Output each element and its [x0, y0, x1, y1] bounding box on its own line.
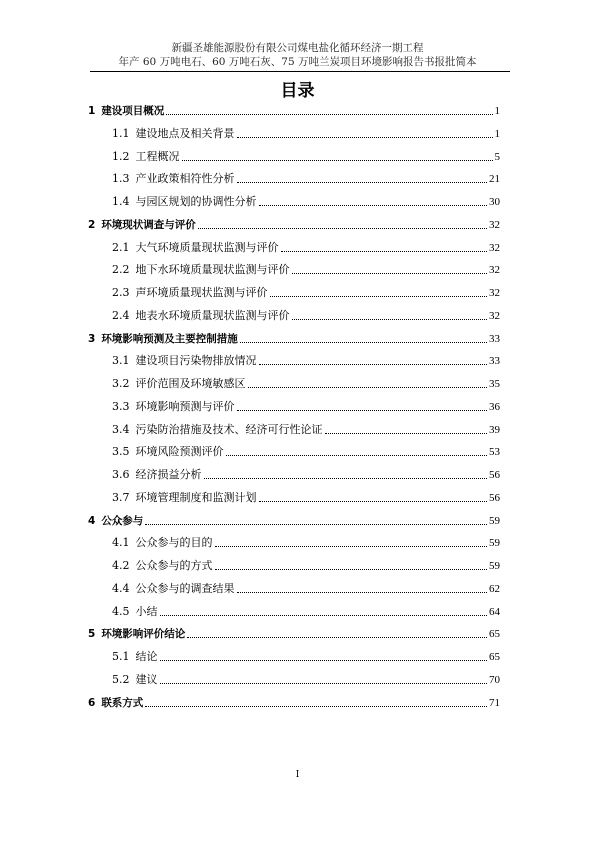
toc-entry-page: 1	[494, 105, 500, 117]
toc-entry-number: 1	[88, 105, 96, 117]
toc-entry-label: 环境影响评价结论	[101, 628, 186, 641]
toc-entry[interactable]	[112, 193, 500, 209]
toc-entry-label: 建设项目概况	[101, 105, 165, 117]
toc-entry-label: 公众参与的调查结果	[135, 581, 235, 595]
toc-dot-leader	[215, 568, 488, 570]
toc-entry-number: 3.7	[112, 490, 130, 504]
toc-entry-number: 3	[88, 332, 96, 345]
toc-entry-label: 与园区规划的协调性分析	[135, 195, 257, 208]
toc-entry-label: 结论	[135, 650, 158, 663]
toc-entry-number: 4.4	[112, 581, 130, 595]
toc-dot-leader	[237, 591, 488, 593]
toc-entry-number: 2.3	[112, 286, 130, 299]
toc-entry[interactable]	[112, 307, 500, 323]
toc-entry-label: 公众参与的目的	[135, 536, 213, 550]
toc-entry-number: 4.1	[112, 536, 130, 550]
toc-dot-leader	[259, 500, 488, 502]
toc-dot-leader	[281, 250, 488, 252]
header-line-2: 年产 60 万吨电石、60 万吨石灰、75 万吨兰炭项目环境影响报告书报批简本	[118, 56, 477, 68]
toc-dot-leader	[237, 181, 488, 183]
toc-entry[interactable]	[88, 625, 500, 641]
toc-entry[interactable]	[112, 466, 500, 482]
toc-entry-label: 大气环境质量现状监测与评价	[135, 240, 279, 254]
toc-dot-leader	[145, 523, 487, 525]
toc-entry-label: 声环境质量现状监测与评价	[135, 286, 268, 299]
toc-entry-label: 联系方式	[101, 696, 144, 709]
toc-entry-label: 环境影响预测及主要控制措施	[101, 332, 238, 345]
toc-entry-page: 71	[489, 696, 500, 709]
toc-dot-leader	[248, 386, 488, 388]
toc-entry-number: 2.4	[112, 308, 130, 322]
toc-entry-label: 环境风险预测评价	[135, 445, 224, 459]
toc-entry-page: 5	[494, 150, 500, 163]
toc-dot-leader	[237, 409, 488, 411]
toc-entry[interactable]	[112, 375, 500, 391]
toc-entry[interactable]	[112, 489, 500, 505]
toc-entry-page: 32	[489, 241, 500, 254]
toc-entry-page: 53	[489, 446, 500, 459]
toc-entry-page: 59	[489, 537, 500, 550]
toc-entry-page: 32	[489, 309, 500, 322]
toc-dot-leader	[325, 432, 488, 434]
toc-entry-page: 65	[489, 651, 500, 663]
toc-entry[interactable]	[88, 512, 500, 528]
toc-entry-number: 3.3	[112, 399, 130, 413]
toc-dot-leader	[166, 113, 492, 115]
toc-entry-number: 1.2	[112, 149, 130, 163]
toc-entry-page: 30	[489, 196, 500, 208]
toc-dot-leader	[270, 295, 488, 297]
toc-entry-number: 1.4	[112, 195, 130, 208]
toc-entry-label: 公众参与的方式	[135, 559, 213, 572]
toc-dot-leader	[160, 659, 488, 661]
toc-entry[interactable]	[112, 534, 500, 550]
toc-entry-page: 59	[489, 560, 500, 572]
toc-entry-number: 2.2	[112, 263, 130, 277]
toc-entry-label: 建设地点及相关背景	[135, 126, 235, 140]
toc-entry-label: 工程概况	[135, 149, 180, 163]
toc-entry-page: 32	[489, 287, 500, 299]
toc-entry-number: 5	[88, 628, 96, 641]
toc-dot-leader	[259, 363, 488, 365]
toc-entry-number: 2.1	[112, 240, 130, 254]
toc-entry[interactable]	[112, 125, 500, 141]
toc-entry[interactable]	[112, 148, 500, 164]
toc-entry-label: 污染防治措施及技术、经济可行性论证	[135, 422, 323, 436]
toc-dot-leader	[215, 545, 488, 547]
toc-entry[interactable]	[88, 102, 500, 118]
toc-dot-leader	[182, 159, 493, 161]
toc-entry-page: 56	[489, 469, 500, 481]
toc-dot-leader	[237, 136, 493, 138]
toc-entry[interactable]	[112, 443, 500, 459]
toc-entry[interactable]	[112, 398, 500, 414]
toc-entry-page: 33	[489, 332, 500, 345]
toc-entry-page: 35	[489, 378, 500, 390]
toc-entry[interactable]	[112, 421, 500, 437]
toc-entry[interactable]	[112, 284, 500, 300]
toc-entry-label: 经济损益分析	[135, 468, 202, 481]
toc-entry[interactable]	[88, 694, 500, 710]
toc-entry-label: 公众参与	[101, 514, 144, 527]
toc-title: 目录	[280, 81, 315, 101]
toc-entry-label: 地下水环境质量现状监测与评价	[135, 263, 290, 277]
toc-entry-number: 2	[88, 218, 96, 231]
toc-dot-leader	[160, 614, 488, 616]
toc-entry[interactable]	[88, 330, 500, 346]
toc-entry-number: 4.5	[112, 604, 130, 618]
toc-entry[interactable]	[112, 603, 500, 619]
toc-entry-page: 33	[489, 355, 500, 368]
toc-dot-leader	[259, 204, 488, 206]
toc-dot-leader	[204, 477, 488, 479]
toc-entry[interactable]	[88, 216, 500, 232]
toc-entry-page: 64	[489, 605, 500, 618]
toc-entry[interactable]	[112, 352, 500, 368]
toc-dot-leader	[187, 636, 487, 638]
toc-entry-number: 5.1	[112, 650, 130, 663]
toc-entry-label: 建议	[135, 672, 158, 686]
toc-dot-leader	[226, 454, 488, 456]
toc-entry-number: 6	[88, 696, 96, 709]
toc-entry-page: 59	[489, 514, 500, 527]
toc-entry-page: 21	[489, 173, 500, 186]
toc-entry-page: 65	[489, 628, 500, 641]
toc-entry-number: 3.6	[112, 468, 130, 481]
toc-entry-page: 39	[489, 423, 500, 436]
toc-entry[interactable]	[112, 170, 500, 186]
toc-entry-number: 3.4	[112, 422, 130, 436]
toc-entry-label: 建设项目污染物排放情况	[135, 354, 257, 368]
toc-entry-page: 62	[489, 582, 500, 595]
toc-entry-label: 环境现状调查与评价	[101, 218, 196, 231]
toc-entry-number: 4	[88, 514, 96, 527]
toc-dot-leader	[292, 272, 488, 274]
toc-entry-number: 1.3	[112, 172, 130, 186]
toc-entry-number: 3.2	[112, 377, 130, 390]
toc-entry-label: 评价范围及环境敏感区	[135, 377, 246, 390]
toc-entry-label: 产业政策相符性分析	[135, 172, 235, 186]
header-line-1: 新疆圣雄能源股份有限公司煤电盐化循环经济一期工程	[171, 42, 424, 54]
toc-entry[interactable]	[112, 648, 500, 664]
toc-dot-leader	[145, 705, 487, 707]
toc-entry-label: 小结	[135, 604, 158, 618]
toc-dot-leader	[160, 682, 488, 684]
toc-entry-page: 1	[494, 127, 500, 140]
toc-dot-leader	[240, 341, 487, 343]
toc-entry-label: 地表水环境质量现状监测与评价	[135, 308, 290, 322]
toc-entry[interactable]	[112, 671, 500, 687]
toc-entry-number: 1.1	[112, 126, 130, 140]
header-rule	[90, 71, 510, 72]
toc-entry[interactable]	[112, 239, 500, 255]
toc-entry-number: 3.5	[112, 445, 130, 459]
toc-entry-page: 56	[489, 491, 500, 504]
toc-entry[interactable]	[112, 580, 500, 596]
toc-entry-label: 环境管理制度和监测计划	[135, 490, 257, 504]
toc-entry-number: 3.1	[112, 354, 130, 368]
toc-entry-page: 32	[489, 264, 500, 277]
toc-entry-page: 36	[489, 400, 500, 413]
toc-entry-label: 环境影响预测与评价	[135, 399, 235, 413]
toc-dot-leader	[292, 318, 488, 320]
toc-dot-leader	[198, 227, 487, 229]
toc-entry-page: 70	[489, 673, 500, 686]
toc-entry[interactable]	[112, 261, 500, 277]
document-header	[0, 41, 595, 69]
toc-entry-number: 4.2	[112, 559, 130, 572]
page-number: I	[295, 770, 300, 780]
toc-entry-page: 32	[489, 218, 500, 231]
toc-entry[interactable]	[112, 557, 500, 573]
toc-entry-number: 5.2	[112, 672, 130, 686]
